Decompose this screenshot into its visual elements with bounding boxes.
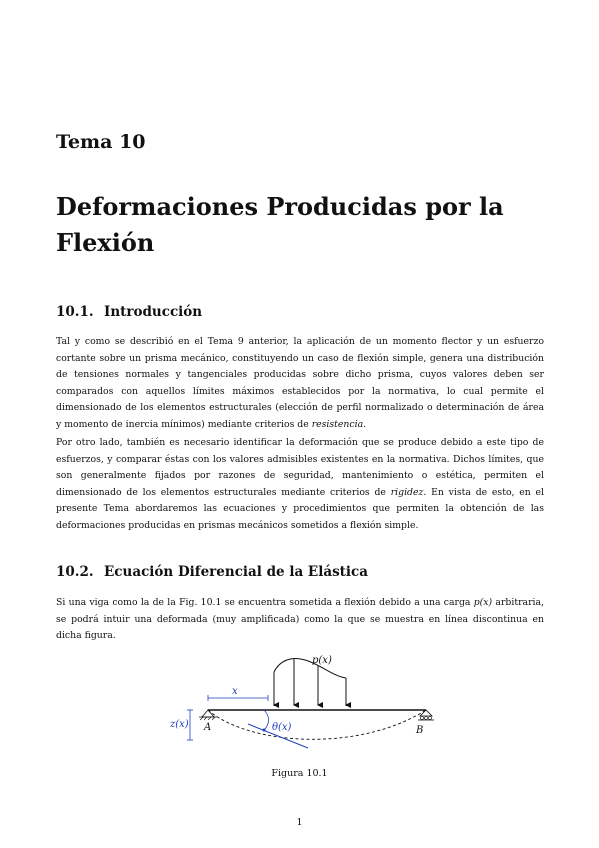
- section-heading-introduccion: [56, 304, 202, 320]
- beam-deflection-figure: [160, 648, 450, 763]
- paragraph-emphasis: p(x): [473, 597, 493, 608]
- paragraph: [56, 435, 544, 535]
- paragraph-text: . En vista de esto, en el presente Tema abordaremos las ecuaciones y procedimientos que permiten la obtención de las deformaciones producidas en prismas mecánicos sometidos a flexión simple.: [56, 486, 544, 531]
- chapter-title: Deformaciones Producidas por la Flexión: [56, 192, 504, 257]
- paragraph-text: Tal y como se describió en el Tema 9 anterior, la aplicación de un momento flector y un esfuerzo cortante sobre un prisma mecánico, constituyendo un caso de flexión simple, genera una distribución de tensiones normales y tangenciales producidas sobre dicho prisma, cuyos valores deben ser comparados con aquellos límites máximos establecidos por la normativa, lo cual permite el dimensionado de los elementos estructurales (elección de perfil normalizado o determinación de área y momento de inercia mínimos) mediante criterios de: [56, 336, 544, 430]
- paragraph: [56, 595, 544, 645]
- support-b-label: B: [416, 725, 424, 736]
- paragraph-text: Si una viga como la de la Fig. 10.1 se encuentra sometida a flexión debido a una carga: [56, 597, 474, 608]
- rotation-arc: [264, 710, 269, 730]
- page-number: 1: [296, 817, 303, 828]
- paragraph-text: arbitraria, se podrá intuir una deformada (muy amplificada) como la que se muestra en línea discontinua en dicha figura.: [56, 597, 544, 642]
- section-title: Ecuación Diferencial de la Elástica: [104, 564, 369, 580]
- load-curve: [274, 659, 346, 679]
- support-a-label: A: [204, 722, 212, 733]
- paragraph-text: Por otro lado, también es necesario identificar la deformación que se produce debido a este tipo de esfuerzos, y comparar éstas con los valores admisibles existentes en la normativa. Dichos límites, que son generalmente fijados por razones de seguridad, mantenimiento o estética, permiten el dimensionado de los elementos estructurales mediante criterios de: [56, 437, 544, 498]
- section-number: 10.1.: [56, 304, 94, 320]
- section-title: Introducción: [104, 304, 203, 320]
- rotation-label: θ(x): [272, 722, 292, 733]
- paragraph-emphasis: resistencia: [311, 418, 364, 430]
- deflection-label: z(x): [170, 719, 189, 730]
- chapter-label: Tema 10: [56, 131, 146, 153]
- load-label: p(x): [312, 655, 332, 666]
- rotation-point: [263, 729, 266, 732]
- paragraph: [56, 334, 544, 434]
- paragraph-emphasis: rigidez: [390, 486, 424, 498]
- figure-caption: Figura 10.1: [271, 768, 328, 779]
- support-b: [418, 710, 434, 720]
- section-number: 10.2.: [56, 564, 94, 580]
- deflection-curve: [208, 710, 426, 739]
- section-heading-ecuacion-elastica: [56, 564, 368, 580]
- distance-label: x: [232, 686, 238, 697]
- paragraph-text: .: [363, 418, 367, 430]
